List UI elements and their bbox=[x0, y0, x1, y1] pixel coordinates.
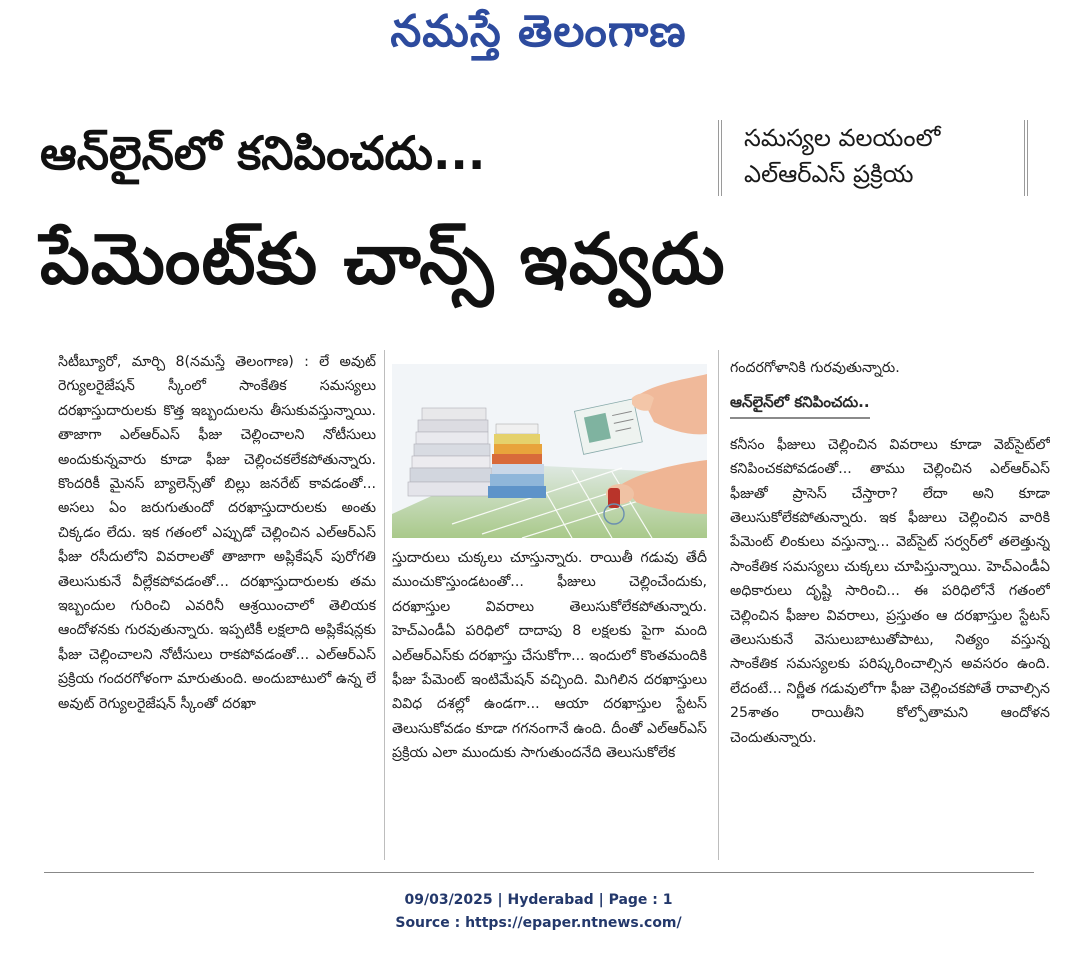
documents-payment-illustration bbox=[392, 364, 707, 538]
article-column-2 bbox=[392, 546, 707, 860]
article-text-col1: సిటీబ్యూరో, మార్చి 8(నమస్తే తెలంగాణ) : లే అవుట్ రెగ్యులరైజేషన్ స్కీంలో సాంకేతిక సమస్యలు దరఖాస్తుదారులకు కొత్త ఇబ్బందులను తీసుకువస్తున్నాయి. తాజాగా ఎల్‌ఆర్‌ఎస్ ఫీజు చెల్లించాలని నోటీసులు అందుకున్నవారు కూడా ఫీజు చెల్లించకలేకపోతున్నారు. కొందరికీ మైనస్ బ్యాలెన్స్‌తో బిల్లు జనరేట్ కావడంతో... అసలు ఏం జరుగుతుందో దరఖాస్తుదారులకు అంతు చిక్కడం లేదు. ఇక గతంలో ఎప్పుడో చెల్లించిన ఎల్‌ఆర్‌ఎస్ ఫీజు రసీదులోని వివరాలతో తాజాగా అప్లికేషన్ పురోగతి తెలుసుకునే వీల్లేకపోవడంతో... దరఖాస్తుదారులకు తమ ఇబ్బందుల గురించి ఎవరినీ ఆశ్రయించాలో తెలియక ఆందోళనకు గురవుతున్నారు. ఇప్పటికీ లక్షలాది అప్లికేషన్లకు ఫీజు చెల్లించాలని నోటీసులు రాకపోవడంతో... ఎల్‌ఆర్‌ఎస్ ప్రక్రియ గందరగోళంగా మారుతుంది. అందుబాటులో ఉన్న లే అవుట్ రెగ్యులరైజేషన్ స్కీంతో దరఖా bbox=[58, 354, 376, 712]
sidebar-line-2: ఎల్‌ఆర్‌ఎస్ ప్రక్రియ bbox=[744, 160, 914, 188]
column-divider bbox=[718, 350, 719, 860]
headline-main: పేమెంట్‌కు చాన్స్ ఇవ్వదు bbox=[40, 218, 726, 300]
footer-source-link[interactable]: Source : https://epaper.ntnews.com/ bbox=[395, 915, 682, 931]
sidebar-quote bbox=[718, 120, 1034, 196]
article-text-col2: స్తుదారులు చుక్కలు చూస్తున్నారు. రాయితీ గడువు తేదీ ముంచుకొస్తుండటంతో... ఫీజులు చెల్లించేందుకు, దరఖాస్తుల వివరాలు తెలుసుకోలేకపోతున్నారు. హెచ్‌ఎండీఏ పరిధిలో దాదాపు 8 లక్షలకు పైగా మంది ఎల్‌ఆర్‌ఎస్‌కు దరఖాస్తు చేసుకోగా... ఇందులో కొంతమందికి ఫీజు పేమెంట్ ఇంటిమేషన్ వచ్చింది. మిగిలిన దరఖాస్తులు వివిధ దశల్లో ఉండగా... ఆయా దరఖాస్తుల స్టేటస్ తెలుసుకోవడం కూడా గగనంగానే ఉంది. దీంతో ఎల్‌ఆర్‌ఎస్ ప్రక్రియ ఎలా ముందుకు సాగుతుందనేది తెలుసుకోలేక bbox=[392, 550, 707, 762]
newspaper-masthead: నమస్తే తెలంగాణ bbox=[390, 6, 687, 57]
article-column-1 bbox=[58, 350, 376, 860]
article-text-col3: కనీసం ఫీజులు చెల్లించిన వివరాలు కూడా వెబ్‌సైట్‌లో కనిపించకపోవడంతో... తాము చెల్లించిన ఎల్‌ఆర్‌ఎస్ ఫీజుతో ప్రాసెస్ చేస్తారా? లేదా అని కూడా తెలుసుకోలేకపోతున్నారు. ఇక ఫీజులు చెల్లించిన వారికి పేమెంట్ లింకులు వస్తున్నా... వెబ్‌సైట్ సర్వర్‌లో తలెత్తున్న సాంకేతిక సమస్యలు చుక్కలు చూపిస్తున్నాయి. హెచ్‌ఎండీఏ అధికారులు దృష్టి సారించి... ఈ పరిధిలోనే గతంలో చెల్లించిన ఫీజుల వివరాలు, ప్రస్తుతం ఆ దరఖాస్తుల స్టేటస్ తెలుసుకునే వెసులుబాటుతోపాటు, నిత్యం వస్తున్న సాంకేతిక సమస్యలకు పరిష్కరించాల్సిన అవసరం ఉంది. లేదంటే... నిర్ణీత గడువులోగా ఫీజు చెల్లించకపోతే రావాల్సిన 25శాతం రాయితీని కోల్పోతామని ఆందోళన చెందుతున్నారు. bbox=[730, 436, 1050, 746]
article-text-col3-intro: గందరగోళానికి గురవుతున్నారు. bbox=[730, 360, 900, 376]
article-column-3 bbox=[730, 356, 1050, 860]
article-subheading: ఆన్‌లైన్‌లో కనిపించదు.. bbox=[730, 390, 870, 418]
headline-secondary: ఆన్‌లైన్‌లో కనిపించదు... bbox=[40, 126, 486, 180]
article-photo bbox=[392, 364, 707, 538]
column-divider bbox=[384, 350, 385, 860]
footer-divider bbox=[44, 872, 1034, 873]
sidebar-line-1: సమస్యల వలయంలో bbox=[744, 124, 941, 152]
sidebar-rule bbox=[1024, 120, 1034, 196]
footer-date-edition: 09/03/2025 | Hyderabad | Page : 1 bbox=[404, 892, 673, 908]
